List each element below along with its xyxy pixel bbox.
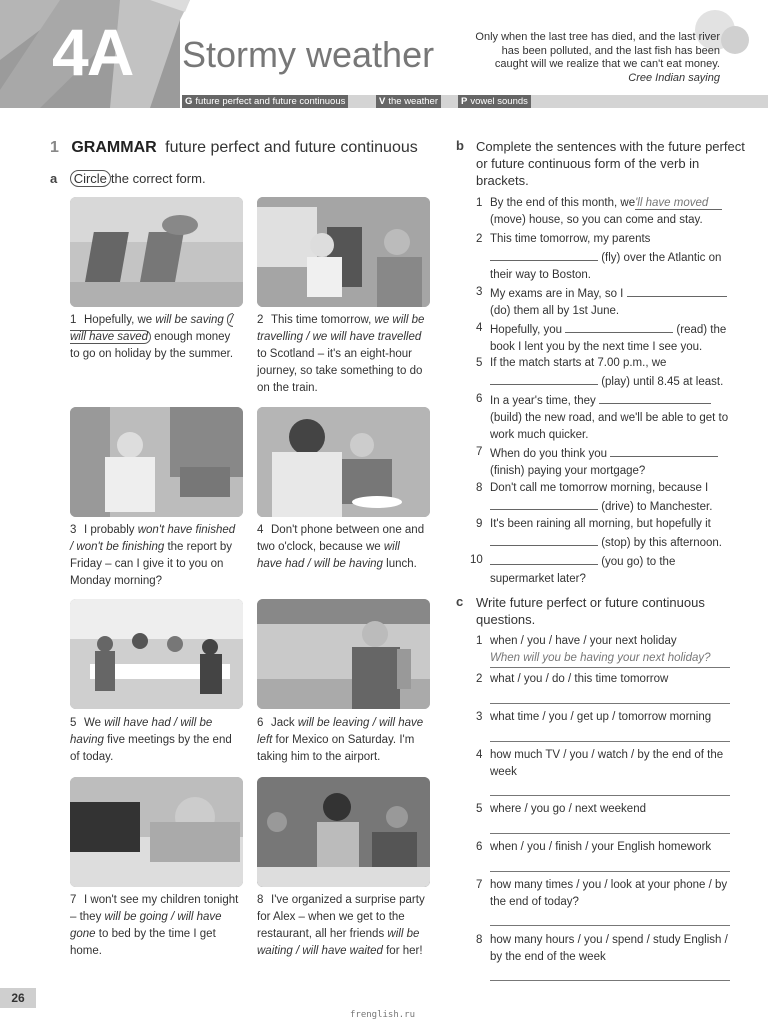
item-text: Hopefully, you: [490, 324, 563, 336]
item-prompt: how much TV / you / watch / by the end of the week: [490, 749, 724, 778]
caption-text: five meetings by the end of today.: [70, 734, 232, 763]
option-choice[interactable]: will be going / will have gone: [70, 911, 222, 940]
caption-2: [257, 312, 427, 397]
caption-text: This time tomorrow,: [271, 314, 375, 326]
answer-field[interactable]: 'll have moved: [635, 197, 722, 210]
option-choice[interactable]: will have had / will be having: [257, 541, 400, 570]
item-number: 1: [476, 635, 483, 647]
instruction-text: the correct form.: [110, 171, 206, 186]
business-meeting-photo: [70, 599, 243, 709]
caption-text: I've organized a surprise party for Alex – when we get to the restaurant, all her friends: [257, 894, 425, 940]
caption-5: [70, 715, 240, 766]
caption-number: 8: [257, 894, 264, 906]
caption-8: [257, 892, 427, 960]
caption-text: enough money to go on holiday by the summer.: [70, 331, 234, 360]
caption-7: [70, 892, 240, 960]
tag-letter: V: [379, 96, 386, 107]
item-text: (read) the book I lent you by the next time I see you.: [490, 324, 727, 353]
exercise-b-item-9: [476, 516, 734, 552]
caption-number: 3: [70, 524, 77, 536]
tag-label: vowel sounds: [470, 96, 528, 107]
answer-field[interactable]: When will you be having your next holiday?: [490, 650, 730, 668]
answer-blank[interactable]: [565, 320, 673, 333]
exercise-b-item-2: [476, 231, 734, 284]
answer-line[interactable]: [490, 741, 730, 742]
item-number: 6: [476, 841, 483, 853]
exercise-c-item-2: [476, 671, 734, 688]
option-b-circled[interactable]: / will have saved: [70, 314, 234, 343]
answer-line[interactable]: [490, 795, 730, 796]
caption-text: lunch.: [382, 558, 417, 570]
circle-word: Circle: [70, 170, 111, 187]
item-text: (do) them all by 1st June.: [490, 305, 620, 317]
item-number: 3: [476, 286, 483, 298]
item-number: 5: [476, 357, 483, 369]
exercise-letter: b: [456, 138, 464, 153]
unit-title: Stormy weather: [182, 34, 435, 75]
surprise-party-photo: [257, 777, 430, 887]
item-prompt: when / you / have / your next holiday: [490, 635, 677, 647]
tag-grammar: [182, 95, 348, 108]
header-quote: [470, 31, 720, 85]
answer-blank[interactable]: [490, 497, 598, 510]
exercise-c-item-5: [476, 801, 734, 818]
answer-blank[interactable]: [610, 444, 718, 457]
tag-letter: P: [461, 96, 468, 107]
quote-text: Only when the last tree has died, and the last river has been polluted, and the last fish has been caught will we realize that we can't eat money.: [475, 31, 720, 70]
item-prompt: where / you go / next weekend: [490, 803, 646, 815]
option-choice[interactable]: won't have finished / won't be finishing: [70, 524, 236, 553]
item-number: 4: [476, 749, 483, 761]
item-prompt: how many times / you / look at your phone / by the end of today?: [490, 879, 728, 908]
beach-deckchairs-photo: [70, 197, 243, 307]
couple-dinner-icon: [257, 407, 430, 517]
exercise-c-instruction: [456, 594, 746, 628]
item-number: 8: [476, 482, 483, 494]
unit-number: 4A: [52, 15, 133, 89]
item-text: By the end of this month, we: [490, 197, 636, 209]
answer-blank[interactable]: [627, 284, 727, 297]
answer-blank[interactable]: [490, 248, 598, 261]
caption-text: We: [84, 717, 105, 729]
exercise-c-item-8: [476, 932, 734, 966]
instruction-text: Complete the sentences with the future perfect or future continuous form of the verb in brackets.: [476, 139, 745, 188]
caption-number: 7: [70, 894, 77, 906]
item-number: 5: [476, 803, 483, 815]
option-choice[interactable]: will be leaving / will have left: [257, 717, 424, 746]
answer-line[interactable]: [490, 703, 730, 704]
caption-text: I won't see my children tonight – they: [70, 894, 239, 923]
exercise-b-item-7: [476, 444, 734, 480]
tag-letter: G: [185, 96, 193, 107]
child-sleeping-photo: [70, 777, 243, 887]
item-prompt: what time / you / get up / tomorrow morning: [490, 711, 712, 723]
item-text: This time tomorrow, my parents: [490, 233, 651, 245]
tag-pronunciation: [458, 95, 531, 108]
caption-text: Hopefully, we: [84, 314, 156, 326]
exercise-b-item-6: [476, 391, 734, 444]
item-number: 7: [476, 879, 483, 891]
caption-number: 4: [257, 524, 264, 536]
exercise-c-item-3: [476, 709, 734, 726]
exercise-b-instruction: [456, 138, 746, 189]
caption-6: [257, 715, 427, 766]
caption-number: 5: [70, 717, 77, 729]
item-prompt: what / you / do / this time tomorrow: [490, 673, 669, 685]
answer-line[interactable]: [490, 871, 730, 872]
item-text: If the match starts at 7.00 p.m., we: [490, 357, 667, 369]
section-number: 1: [50, 139, 59, 156]
item-text: When do you think you: [490, 448, 607, 460]
item-prompt: how many hours / you / spend / study English / by the end of the week: [490, 934, 728, 963]
item-number: 6: [476, 393, 483, 405]
section-title-bold: GRAMMAR: [71, 139, 157, 156]
answer-blank[interactable]: [490, 533, 598, 546]
train-passengers-photo: [257, 197, 430, 307]
section-title: future perfect and future continuous: [165, 139, 418, 156]
item-text: (move) house, so you can come and stay.: [490, 214, 703, 226]
answer-blank[interactable]: [599, 391, 711, 404]
item-number: 2: [476, 673, 483, 685]
item-text: Don't call me tomorrow morning, because I: [490, 482, 709, 494]
item-text: (play) until 8.45 at least.: [598, 376, 724, 388]
option-choice[interactable]: will be waiting / will have waited: [257, 928, 420, 957]
man-working-laptop-icon: [70, 407, 243, 517]
traveller-airport-photo: [257, 599, 430, 709]
answer-line[interactable]: [490, 980, 730, 981]
exercise-b-item-4: [476, 320, 734, 356]
exercise-b-item-1: [476, 195, 734, 229]
item-number: 10: [470, 554, 483, 566]
beach-deckchairs-icon: [70, 197, 243, 307]
option-choice[interactable]: we will be travelling / we will have travelled: [257, 314, 425, 343]
caption-text: Don't phone between one and two o'clock, because we: [257, 524, 425, 553]
exercise-c-item-7: [476, 877, 734, 911]
exercise-b-item-10: [470, 552, 734, 588]
item-number: 1: [476, 197, 483, 209]
section-heading: [50, 139, 418, 157]
item-text: (stop) by this afternoon.: [598, 537, 723, 549]
caption-3: [70, 522, 240, 590]
item-number: 3: [476, 711, 483, 723]
man-working-laptop-photo: [70, 407, 243, 517]
item-text: In a year's time, they: [490, 395, 596, 407]
item-text: My exams are in May, so I: [490, 288, 624, 300]
exercise-c-item-1: [476, 633, 734, 668]
caption-text: I probably: [84, 524, 138, 536]
item-number: 9: [476, 518, 483, 530]
caption-text: for Mexico on Saturday. I'm taking him to the airport.: [257, 734, 415, 763]
caption-1: [70, 312, 240, 363]
caption-text: to Scotland – it's an eight-hour journey, so take something to do on the train.: [257, 348, 423, 394]
item-text: (you go) to the supermarket later?: [490, 556, 676, 585]
caption-number: 1: [70, 314, 77, 326]
tag-vocabulary: [376, 95, 441, 108]
item-text: (fly) over the Atlantic on their way to Boston.: [490, 252, 722, 281]
item-number: 4: [476, 322, 483, 334]
exercise-letter: a: [50, 171, 58, 186]
item-text: (finish) paying your mortgage?: [490, 465, 646, 477]
item-prompt: when / you / finish / your English homework: [490, 841, 712, 853]
footer-site: frenglish.ru: [350, 1010, 416, 1020]
exercise-c-item-6: [476, 839, 734, 856]
train-passengers-icon: [257, 197, 430, 307]
traveller-airport-icon: [257, 599, 430, 709]
item-text: (build) the new road, and we'll be able to get to work much quicker.: [490, 412, 729, 441]
exercise-c-item-4: [476, 747, 734, 781]
caption-text: for her!: [382, 945, 423, 957]
item-number: 2: [476, 233, 483, 245]
answer-blank[interactable]: [490, 372, 598, 385]
caption-number: 6: [257, 717, 264, 729]
couple-dinner-photo: [257, 407, 430, 517]
tag-label: future perfect and future continuous: [195, 96, 346, 107]
exercise-b-item-8: [476, 480, 734, 516]
child-sleeping-icon: [70, 777, 243, 887]
instruction-text: Write future perfect or future continuous questions.: [476, 595, 705, 627]
caption-text: Jack: [271, 717, 298, 729]
answer-blank[interactable]: [490, 552, 598, 565]
quote-source: Cree Indian saying: [628, 71, 720, 84]
tag-label: the weather: [388, 96, 438, 107]
business-meeting-icon: [70, 599, 243, 709]
page-number: 26: [0, 988, 36, 1008]
caption-number: 2: [257, 314, 264, 326]
caption-text: the report by Friday – can I give it to you on Monday morning?: [70, 541, 233, 587]
exercise-b-item-3: [476, 284, 734, 320]
exercise-b-item-5: [476, 355, 734, 391]
caption-text: to bed by the time I get home.: [70, 928, 216, 957]
option-choice[interactable]: will have had / will be having: [70, 717, 213, 746]
answer-line[interactable]: [490, 925, 730, 926]
answer-line[interactable]: [490, 833, 730, 834]
item-text: It's been raining all morning, but hopefully it: [490, 518, 711, 530]
option-a[interactable]: will be saving: [155, 314, 224, 326]
exercise-letter: c: [456, 594, 464, 609]
item-number: 7: [476, 446, 483, 458]
item-text: (drive) to Manchester.: [598, 501, 713, 513]
item-number: 8: [476, 934, 483, 946]
caption-4: [257, 522, 427, 573]
exercise-a-instruction: [50, 170, 206, 188]
surprise-party-icon: [257, 777, 430, 887]
